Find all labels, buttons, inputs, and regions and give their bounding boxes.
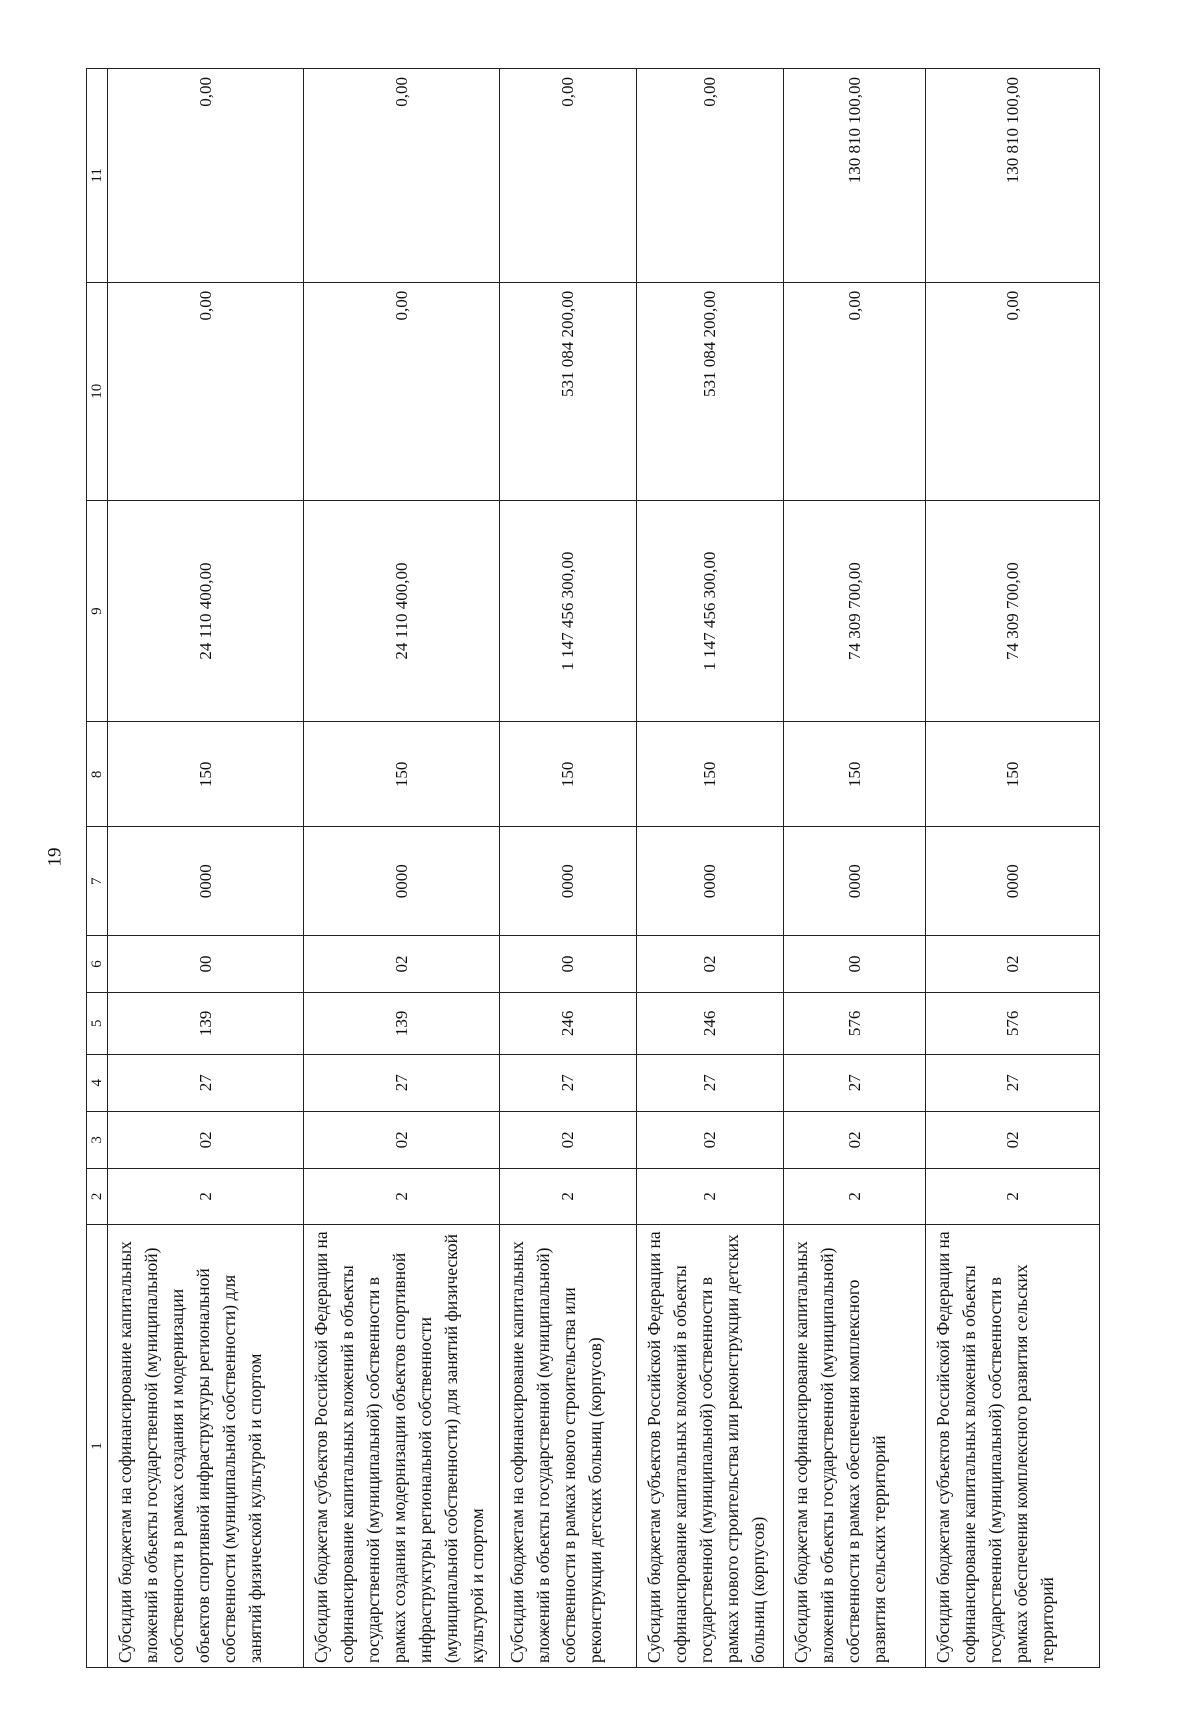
cell-c4: 27 bbox=[304, 1054, 500, 1111]
cell-c2: 2 bbox=[500, 1168, 637, 1224]
cell-c11: 130 810 100,00 bbox=[926, 69, 1100, 283]
cell-c4: 27 bbox=[784, 1054, 926, 1111]
cell-c9: 24 110 400,00 bbox=[304, 500, 500, 722]
cell-c7: 0000 bbox=[784, 827, 926, 936]
row-description: Субсидии бюджетам на софинансирование капитальных вложений в объекты государственной (муниципальной) собственности в рамках нового строительства или реконструкции детских больниц (корпусов) bbox=[500, 1224, 637, 1667]
table-row bbox=[304, 69, 500, 1668]
column-header: 10 bbox=[87, 282, 108, 500]
cell-c3: 02 bbox=[500, 1111, 637, 1168]
cell-c9: 74 309 700,00 bbox=[926, 500, 1100, 722]
column-header: 9 bbox=[87, 500, 108, 722]
page-number: 19 bbox=[44, 847, 66, 867]
cell-c6: 02 bbox=[637, 935, 784, 992]
cell-c6: 00 bbox=[500, 935, 637, 992]
cell-c3: 02 bbox=[304, 1111, 500, 1168]
column-header: 6 bbox=[87, 935, 108, 992]
cell-c9: 24 110 400,00 bbox=[108, 500, 304, 722]
row-description: Субсидии бюджетам на софинансирование капитальных вложений в объекты государственной (муниципальной) собственности в рамках создания и модернизации объектов спортивной инфраструктуры региональной собственности (муниципальной собственности) для занятий физической культурой и спортом bbox=[108, 1224, 304, 1667]
cell-c3: 02 bbox=[784, 1111, 926, 1168]
cell-c5: 246 bbox=[500, 993, 637, 1055]
cell-c4: 27 bbox=[637, 1054, 784, 1111]
column-header: 8 bbox=[87, 722, 108, 827]
cell-c8: 150 bbox=[304, 722, 500, 827]
cell-c8: 150 bbox=[926, 722, 1100, 827]
table-row bbox=[108, 69, 304, 1668]
cell-c4: 27 bbox=[500, 1054, 637, 1111]
table-row bbox=[500, 69, 637, 1668]
cell-c11: 0,00 bbox=[637, 69, 784, 283]
row-description: Субсидии бюджетам субъектов Российской Федерации на софинансирование капитальных вложений в объекты государственной (муниципальной) собственности в рамках обеспечения комплексного развития сельских территорий bbox=[926, 1224, 1100, 1667]
cell-c7: 0000 bbox=[926, 827, 1100, 936]
cell-c2: 2 bbox=[108, 1168, 304, 1224]
cell-c7: 0000 bbox=[304, 827, 500, 936]
cell-c8: 150 bbox=[500, 722, 637, 827]
cell-c9: 1 147 456 300,00 bbox=[500, 500, 637, 722]
cell-c11: 0,00 bbox=[304, 69, 500, 283]
cell-c4: 27 bbox=[926, 1054, 1100, 1111]
cell-c8: 150 bbox=[108, 722, 304, 827]
cell-c11: 0,00 bbox=[500, 69, 637, 283]
column-header: 7 bbox=[87, 827, 108, 936]
cell-c2: 2 bbox=[784, 1168, 926, 1224]
cell-c9: 1 147 456 300,00 bbox=[637, 500, 784, 722]
cell-c2: 2 bbox=[926, 1168, 1100, 1224]
row-description: Субсидии бюджетам субъектов Российской Федерации на софинансирование капитальных вложений в объекты государственной (муниципальной) собственности в рамках создания и модернизации объектов спортивной инфраструктуры региональной собственности (муниципальной собственности) для занятий физической культурой и спортом bbox=[304, 1224, 500, 1667]
cell-c5: 139 bbox=[304, 993, 500, 1055]
cell-c11: 130 810 100,00 bbox=[784, 69, 926, 283]
cell-c5: 246 bbox=[637, 993, 784, 1055]
cell-c6: 00 bbox=[784, 935, 926, 992]
row-description: Субсидии бюджетам на софинансирование капитальных вложений в объекты государственной (муниципальной) собственности в рамках обеспечения комплексного развития сельских территорий bbox=[784, 1224, 926, 1667]
cell-c8: 150 bbox=[784, 722, 926, 827]
table-row bbox=[784, 69, 926, 1668]
cell-c9: 74 309 700,00 bbox=[784, 500, 926, 722]
cell-c5: 576 bbox=[784, 993, 926, 1055]
table-body bbox=[87, 69, 1100, 1668]
cell-c7: 0000 bbox=[108, 827, 304, 936]
cell-c3: 02 bbox=[108, 1111, 304, 1168]
cell-c6: 02 bbox=[926, 935, 1100, 992]
column-number-row bbox=[87, 69, 108, 1668]
row-description: Субсидии бюджетам субъектов Российской Федерации на софинансирование капитальных вложений в объекты государственной (муниципальной) собственности в рамках нового строительства или реконструкции детских больниц (корпусов) bbox=[637, 1224, 784, 1667]
cell-c7: 0000 bbox=[500, 827, 637, 936]
cell-c10: 0,00 bbox=[926, 282, 1100, 500]
cell-c5: 576 bbox=[926, 993, 1100, 1055]
cell-c10: 0,00 bbox=[108, 282, 304, 500]
cell-c10: 0,00 bbox=[784, 282, 926, 500]
table-row bbox=[926, 69, 1100, 1668]
cell-c7: 0000 bbox=[637, 827, 784, 936]
cell-c10: 531 084 200,00 bbox=[637, 282, 784, 500]
cell-c10: 0,00 bbox=[304, 282, 500, 500]
column-header: 11 bbox=[87, 69, 108, 283]
cell-c4: 27 bbox=[108, 1054, 304, 1111]
cell-c3: 02 bbox=[637, 1111, 784, 1168]
column-header: 1 bbox=[87, 1224, 108, 1667]
column-header: 3 bbox=[87, 1111, 108, 1168]
cell-c10: 531 084 200,00 bbox=[500, 282, 637, 500]
cell-c2: 2 bbox=[637, 1168, 784, 1224]
cell-c5: 139 bbox=[108, 993, 304, 1055]
cell-c6: 02 bbox=[304, 935, 500, 992]
column-header: 2 bbox=[87, 1168, 108, 1224]
rotated-table-wrapper bbox=[86, 68, 1098, 1668]
cell-c8: 150 bbox=[637, 722, 784, 827]
budget-table bbox=[86, 68, 1100, 1668]
cell-c3: 02 bbox=[926, 1111, 1100, 1168]
cell-c2: 2 bbox=[304, 1168, 500, 1224]
cell-c6: 00 bbox=[108, 935, 304, 992]
column-header: 5 bbox=[87, 993, 108, 1055]
cell-c11: 0,00 bbox=[108, 69, 304, 283]
column-header: 4 bbox=[87, 1054, 108, 1111]
table-row bbox=[637, 69, 784, 1668]
